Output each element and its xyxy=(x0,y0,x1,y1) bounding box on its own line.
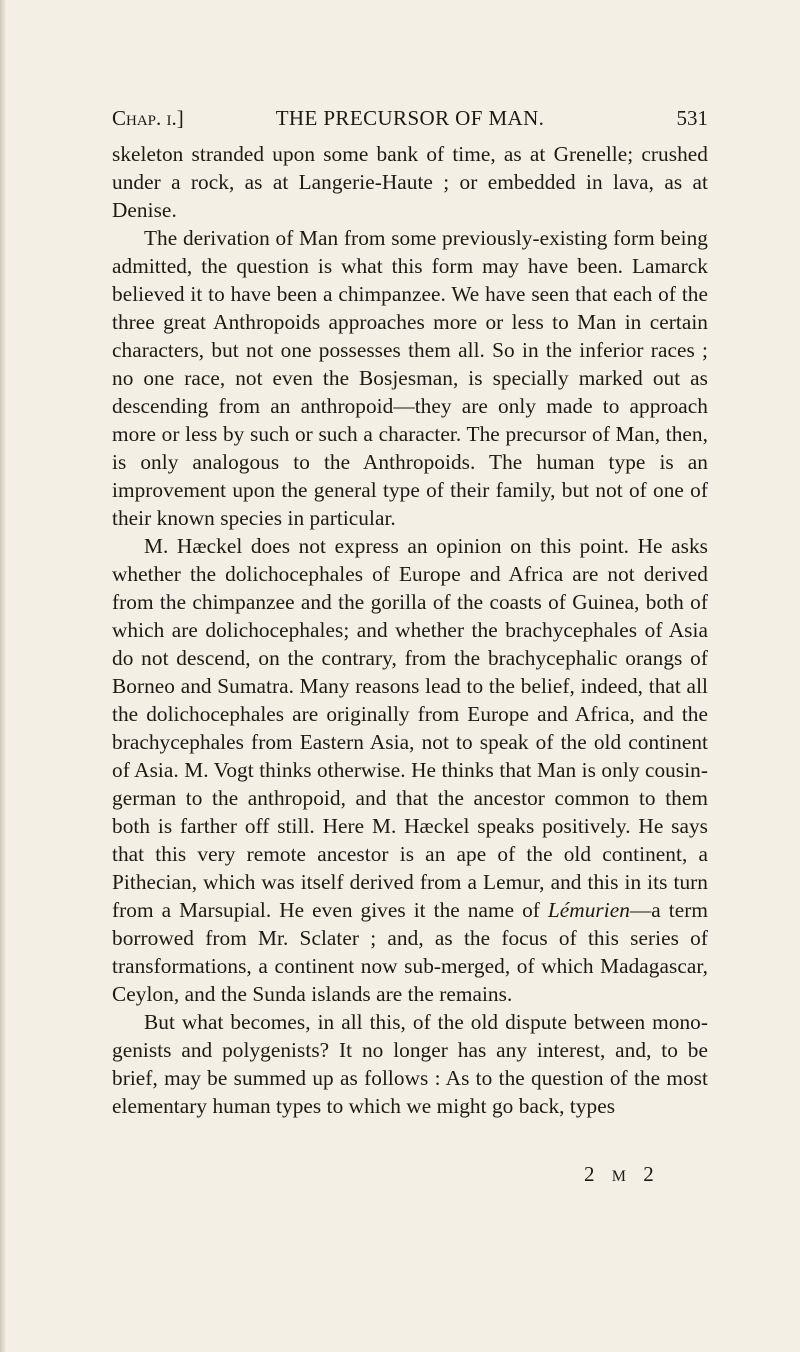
paragraph-3-text-a: M. Hæckel does not express an opinion on this point. He asks whether the dolichocephales of Europe and Africa are not derived from the chimpanzee and the gorilla of the coasts of Guinea, both of which are dolichocephales; and whether the brachycephales of Asia do not descend, on the contrary, from the brachycephalic orangs of Borneo and Sumatra. Many reasons lead to the belief, indeed, that all the dolichocephales are originally from Europe and Africa, and the brachycephales from Eastern Asia, not to speak of the old continent of Asia. M. Vogt thinks otherwise. He thinks that Man is only cousin-german to the anthropoid, and that the ancestor common to them both is farther off still. Here M. Hæckel speaks positively. He says that this very remote ancestor is an ape of the old continent, a Pithecian, which was itself derived from a Lemur, and this in its turn from a Marsupial. He even gives it the name of xyxy=(112,534,708,922)
paragraph-3 xyxy=(112,532,708,1008)
signature-number-2: 2 xyxy=(643,1162,660,1186)
paragraph-4: But what becomes, in all this, of the old dispute between mono-genists and polygenists? It no longer has any interest, and, to be brief, may be summed up as follows : As to the question of the most elementary human types to which we might go back, types xyxy=(112,1010,708,1118)
signature-letter: M xyxy=(611,1168,632,1185)
page-number: 531 xyxy=(676,106,708,130)
page-title: THE PRECURSOR OF MAN. xyxy=(275,106,545,130)
paragraph-1: skeleton stranded upon some bank of time, as at Grenelle; crushed under a rock, as at Langerie-Haute ; or embedded in lava, as at Denise. xyxy=(112,142,708,222)
signature-mark xyxy=(584,1162,660,1187)
paragraph-3-text-b: —a term borrowed from Mr. Sclater ; and, as the focus of this series of transformations, a continent now sub-merged, of which Madagascar, Ceylon, and the Sunda islands are the remains. xyxy=(112,898,708,1006)
chapter-label: Chap. i.] xyxy=(112,106,184,130)
paragraph-2: The derivation of Man from some previously-existing form being admitted, the question is what this form may have been. Lamarck believed it to have been a chimpanzee. We have seen that each of the three great Anthropoids approaches more or less to Man in certain characters, but not one possesses them all. So in the inferior races ; no one race, not even the Bosjesman, is specially marked out as descending from an anthropoid—they are only made to approach more or less by such or such a character. The precursor of Man, then, is only analogous to the Anthropoids. The human type is an improvement upon the general type of their family, but not of one of their known species in particular. xyxy=(112,226,708,530)
signature-number-1: 2 xyxy=(584,1162,601,1186)
paragraph-3-italic-term: Lémurien xyxy=(547,898,630,922)
running-head xyxy=(112,106,708,136)
page-edge xyxy=(0,0,6,1352)
body-text xyxy=(112,140,708,1120)
